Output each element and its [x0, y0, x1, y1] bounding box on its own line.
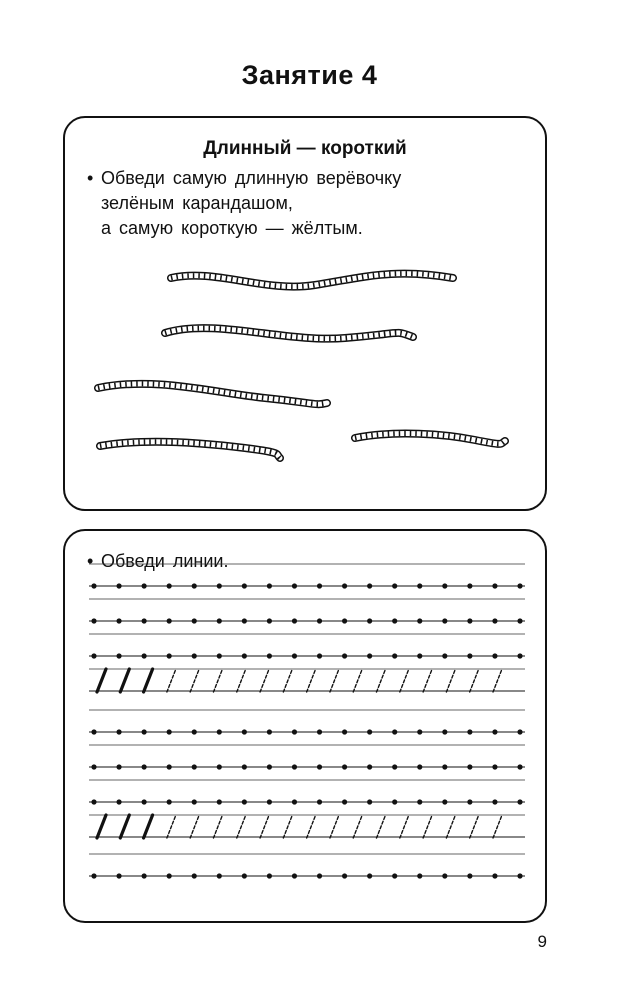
trace-dot — [217, 873, 222, 878]
trace-dot — [217, 618, 222, 623]
trace-dot — [442, 729, 447, 734]
trace-dot — [417, 799, 422, 804]
trace-dot — [192, 729, 197, 734]
trace-dot — [367, 653, 372, 658]
bullet-icon: • — [87, 551, 94, 571]
trace-dot — [242, 618, 247, 623]
trace-dot — [442, 618, 447, 623]
trace-dot — [342, 764, 347, 769]
trace-dot — [517, 583, 522, 588]
trace-dot — [192, 799, 197, 804]
instruction-line: зелёным карандашом, — [101, 193, 293, 213]
trace-slash — [400, 815, 409, 838]
trace-dot — [192, 653, 197, 658]
trace-dot — [442, 764, 447, 769]
trace-dot — [242, 653, 247, 658]
trace-dot — [367, 618, 372, 623]
trace-dot — [116, 729, 121, 734]
trace-dot — [392, 799, 397, 804]
trace-dot — [467, 618, 472, 623]
trace-slash — [213, 815, 222, 838]
rope-5[interactable] — [355, 434, 505, 444]
trace-dot — [342, 618, 347, 623]
trace-dot — [392, 618, 397, 623]
trace-dot — [492, 729, 497, 734]
task-panel-long-short — [63, 116, 547, 511]
trace-dot — [192, 583, 197, 588]
trace-slash — [470, 669, 479, 692]
trace-dot — [192, 764, 197, 769]
trace-slash — [470, 815, 479, 838]
trace-dot — [367, 764, 372, 769]
trace-dot — [267, 653, 272, 658]
rope-1[interactable] — [171, 274, 453, 287]
trace-slash — [446, 815, 455, 838]
trace-slash — [307, 669, 316, 692]
trace-dot — [167, 583, 172, 588]
trace-dot — [142, 729, 147, 734]
trace-slash — [97, 815, 106, 838]
trace-dot — [367, 873, 372, 878]
trace-dot — [292, 799, 297, 804]
trace-dot — [367, 583, 372, 588]
trace-dot — [492, 764, 497, 769]
trace-dot — [342, 729, 347, 734]
trace-dot — [317, 873, 322, 878]
trace-dot — [167, 618, 172, 623]
trace-dot — [467, 729, 472, 734]
trace-dot — [392, 583, 397, 588]
trace-dot — [392, 873, 397, 878]
trace-dot — [517, 799, 522, 804]
trace-slash — [283, 669, 292, 692]
trace-dot — [142, 799, 147, 804]
trace-dot — [142, 653, 147, 658]
trace-dot — [292, 873, 297, 878]
trace-dot — [267, 799, 272, 804]
trace-dot — [242, 873, 247, 878]
trace-dot — [167, 764, 172, 769]
trace-dot — [91, 873, 96, 878]
trace-dot — [492, 618, 497, 623]
rope-3[interactable] — [98, 384, 327, 404]
trace-slash — [423, 669, 432, 692]
trace-dot — [142, 618, 147, 623]
trace-dot — [292, 583, 297, 588]
lesson-title: Занятие 4 — [241, 60, 378, 90]
rope-4[interactable] — [100, 442, 280, 458]
tracing-row[interactable] — [89, 854, 525, 879]
trace-dot — [517, 873, 522, 878]
trace-slash — [190, 815, 199, 838]
trace-dot — [142, 873, 147, 878]
trace-dot — [142, 583, 147, 588]
trace-dot — [342, 799, 347, 804]
trace-dot — [467, 764, 472, 769]
trace-slash — [493, 669, 502, 692]
task-panel-trace-lines — [63, 529, 547, 923]
trace-dot — [317, 729, 322, 734]
task-instruction — [87, 166, 521, 241]
trace-dot — [292, 729, 297, 734]
trace-dot — [91, 729, 96, 734]
trace-dot — [417, 583, 422, 588]
trace-slash — [377, 669, 386, 692]
trace-dot — [192, 618, 197, 623]
trace-dot — [417, 618, 422, 623]
trace-slash — [400, 669, 409, 692]
trace-slash — [307, 815, 316, 838]
trace-dot — [417, 873, 422, 878]
tracing-row[interactable] — [89, 634, 525, 659]
trace-dot — [367, 729, 372, 734]
trace-dot — [292, 618, 297, 623]
trace-dot — [217, 583, 222, 588]
instruction-line: Обведи линии. — [101, 551, 229, 571]
tracing-row[interactable] — [89, 710, 525, 735]
trace-slash — [237, 669, 246, 692]
trace-dot — [142, 764, 147, 769]
trace-dot — [292, 764, 297, 769]
trace-dot — [242, 583, 247, 588]
trace-dot — [192, 873, 197, 878]
trace-slash — [213, 669, 222, 692]
ropes-illustration — [65, 258, 545, 468]
trace-dot — [116, 799, 121, 804]
trace-dot — [217, 764, 222, 769]
trace-slash — [144, 669, 153, 692]
trace-dot — [392, 729, 397, 734]
trace-dot — [317, 764, 322, 769]
trace-dot — [116, 873, 121, 878]
trace-dot — [492, 653, 497, 658]
trace-dot — [267, 618, 272, 623]
trace-dot — [91, 583, 96, 588]
trace-slash — [446, 669, 455, 692]
trace-dot — [517, 618, 522, 623]
rope-2[interactable] — [165, 328, 413, 339]
tracing-row[interactable] — [89, 780, 525, 805]
trace-dot — [442, 653, 447, 658]
trace-dot — [217, 799, 222, 804]
trace-dot — [267, 583, 272, 588]
trace-dot — [342, 583, 347, 588]
trace-dot — [167, 873, 172, 878]
trace-dot — [116, 764, 121, 769]
trace-dot — [292, 653, 297, 658]
trace-slash — [330, 669, 339, 692]
trace-slash — [353, 669, 362, 692]
trace-slash — [120, 669, 129, 692]
trace-dot — [317, 799, 322, 804]
trace-dot — [116, 583, 121, 588]
trace-dot — [342, 653, 347, 658]
instruction-line: а самую короткую — жёлтым. — [101, 218, 363, 238]
tracing-row[interactable] — [89, 599, 525, 624]
trace-dot — [91, 618, 96, 623]
trace-dot — [167, 729, 172, 734]
trace-dot — [492, 799, 497, 804]
trace-slash — [330, 815, 339, 838]
trace-dot — [167, 799, 172, 804]
tracing-lines[interactable] — [65, 531, 545, 921]
trace-dot — [467, 583, 472, 588]
trace-slash — [167, 815, 176, 838]
trace-dot — [417, 653, 422, 658]
trace-slash — [493, 815, 502, 838]
trace-dot — [317, 618, 322, 623]
trace-dot — [91, 764, 96, 769]
trace-dot — [367, 799, 372, 804]
trace-dot — [317, 653, 322, 658]
trace-dot — [267, 873, 272, 878]
trace-dot — [267, 729, 272, 734]
instruction-line: Обведи самую длинную верёвочку — [101, 168, 402, 188]
trace-dot — [242, 799, 247, 804]
trace-slash — [97, 669, 106, 692]
trace-slash — [260, 815, 269, 838]
trace-slash — [190, 669, 199, 692]
trace-dot — [392, 764, 397, 769]
trace-dot — [317, 583, 322, 588]
tracing-row[interactable] — [89, 564, 525, 589]
tracing-row[interactable] — [89, 815, 525, 838]
trace-dot — [167, 653, 172, 658]
trace-dot — [517, 764, 522, 769]
trace-slash — [260, 669, 269, 692]
trace-dot — [467, 653, 472, 658]
trace-slash — [283, 815, 292, 838]
trace-dot — [267, 764, 272, 769]
trace-dot — [467, 799, 472, 804]
tracing-row[interactable] — [89, 745, 525, 770]
trace-dot — [492, 583, 497, 588]
trace-slash — [423, 815, 432, 838]
trace-dot — [91, 799, 96, 804]
tracing-row[interactable] — [89, 669, 525, 692]
bullet-icon: • — [87, 168, 94, 188]
task-heading: Длинный — короткий — [203, 138, 407, 159]
trace-slash — [237, 815, 246, 838]
trace-dot — [217, 729, 222, 734]
trace-dot — [342, 873, 347, 878]
trace-slash — [120, 815, 129, 838]
trace-dot — [116, 653, 121, 658]
trace-dot — [467, 873, 472, 878]
trace-dot — [517, 653, 522, 658]
trace-dot — [417, 729, 422, 734]
trace-dot — [517, 729, 522, 734]
trace-dot — [242, 729, 247, 734]
trace-dot — [442, 873, 447, 878]
trace-dot — [442, 583, 447, 588]
trace-slash — [144, 815, 153, 838]
trace-dot — [442, 799, 447, 804]
trace-dot — [392, 653, 397, 658]
trace-dot — [217, 653, 222, 658]
trace-dot — [242, 764, 247, 769]
trace-dot — [492, 873, 497, 878]
trace-slash — [167, 669, 176, 692]
trace-dot — [91, 653, 96, 658]
trace-dot — [417, 764, 422, 769]
trace-dot — [116, 618, 121, 623]
page-number: 9 — [537, 932, 547, 951]
trace-slash — [377, 815, 386, 838]
trace-slash — [353, 815, 362, 838]
